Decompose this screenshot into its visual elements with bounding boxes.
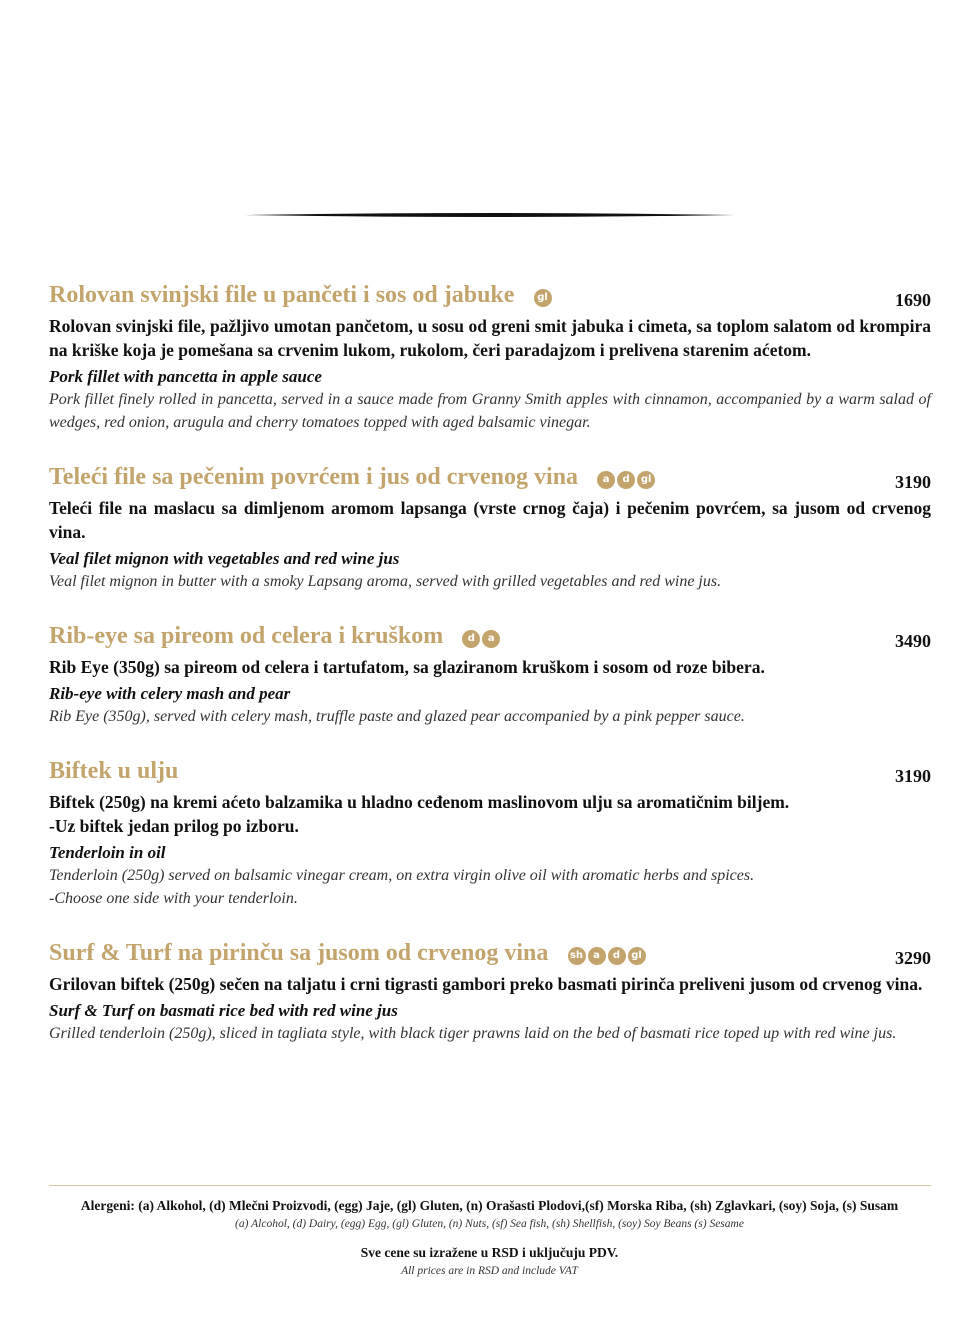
- footer-divider: [49, 1185, 931, 1186]
- allergen-badge-icon: d: [608, 947, 626, 965]
- item-title: Rolovan svinjski file u pančeti i sos od jabuke: [49, 282, 515, 308]
- item-description-sr: Grilovan biftek (250g) sečen na taljatu i crni tigrasti gambori preko basmati pirinča preliveni jusom od crvenog vina.: [49, 974, 923, 994]
- menu-item: [49, 623, 931, 728]
- item-description-en: Grilled tenderloin (250g), sliced in tagliata style, with black tiger prawns laid on the bed of basmati rice toped up with red wine jus.: [49, 1025, 897, 1042]
- item-description-sr: Biftek (250g) na kremi aćeto balzamika u hladno ceđenom maslinovom ulju sa aromatičnim biljem. -Uz biftek jedan prilog po izboru.: [49, 792, 790, 836]
- allergen-badges: [462, 626, 502, 648]
- price-note-en: All prices are in RSD and include VAT: [401, 1265, 578, 1277]
- allergen-badge-icon: sh: [568, 947, 586, 965]
- item-description-sr: Teleći file na maslacu sa dimljenom aromom lapsanga (vrste crnog čaja) i pečenim povrćem, sa jusom od crvenog vina.: [49, 498, 931, 542]
- item-price: 3490: [895, 631, 931, 651]
- item-title-en: Pork fillet with pancetta in apple sauce: [49, 367, 322, 386]
- menu-item: [49, 464, 931, 593]
- menu-item: [49, 282, 931, 434]
- item-price: 1690: [895, 290, 931, 310]
- item-description-en: Rib Eye (350g), served with celery mash, truffle paste and glazed pear accompanied by a pink pepper sauce.: [49, 708, 745, 725]
- item-description-sr: Rolovan svinjski file, pažljivo umotan pančetom, u sosu od greni smit jabuka i cimeta, sa toplom salatom od krompira na kriške koja je pomešana sa crvenim lukom, rukolom, čeri paradajzom i prelivena starenim aćetom.: [49, 316, 931, 360]
- item-title-en: Veal filet mignon with vegetables and red wine jus: [49, 549, 400, 568]
- item-title-en: Surf & Turf on basmati rice bed with red wine jus: [49, 1001, 398, 1020]
- allergen-badge-icon: a: [588, 947, 606, 965]
- item-title: Surf & Turf na pirinču sa jusom od crvenog vina: [49, 940, 549, 966]
- allergen-badge-icon: a: [597, 471, 615, 489]
- allergen-badge-icon: gl: [534, 289, 552, 307]
- item-price: 3190: [895, 472, 931, 492]
- allergen-badge-icon: a: [482, 630, 500, 648]
- item-description-en: Veal filet mignon in butter with a smoky Lapsang aroma, served with grilled vegetables and red wine jus.: [49, 573, 722, 590]
- menu-items: [49, 282, 931, 1045]
- allergen-legend-sr: Alergeni: (a) Alkohol, (d) Mlečni Proizvodi, (egg) Jaje, (gl) Gluten, (n) Orašasti Plodovi,(sf) Morska Riba, (sh) Zglavkari, (soy) Soja, (s) Susam: [80, 1198, 899, 1213]
- item-price: 3190: [895, 766, 931, 786]
- menu-item: [49, 940, 931, 1045]
- item-title: Biftek u ulju: [49, 758, 179, 784]
- item-title-en: Tenderloin in oil: [49, 843, 166, 862]
- allergen-badge-icon: d: [617, 471, 635, 489]
- item-description-en: Tenderloin (250g) served on balsamic vinegar cream, on extra virgin olive oil with aromatic herbs and spices. -Choose one side with your tenderloin.: [49, 867, 755, 907]
- item-title: Teleći file sa pečenim povrćem i jus od crvenog vina: [49, 464, 579, 490]
- menu-item: [49, 758, 931, 910]
- allergen-badge-icon: gl: [637, 471, 655, 489]
- allergen-badges: [534, 285, 554, 307]
- allergen-badge-icon: gl: [628, 947, 646, 965]
- allergen-badge-icon: d: [462, 630, 480, 648]
- item-price: 3290: [895, 948, 931, 968]
- item-title-en: Rib-eye with celery mash and pear: [49, 684, 291, 703]
- header-divider: [245, 212, 735, 218]
- item-description-sr: Rib Eye (350g) sa pireom od celera i tartufatom, sa glaziranom kruškom i sosom od roze bibera.: [49, 657, 765, 677]
- item-title: Rib-eye sa pireom od celera i kruškom: [49, 623, 444, 649]
- allergen-legend-en: (a) Alcohol, (d) Dairy, (egg) Egg, (gl) Gluten, (n) Nuts, (sf) Sea fish, (sh) Shellfish, (soy) Soy Beans (s) Sesame: [235, 1218, 744, 1230]
- item-description-en: Pork fillet finely rolled in pancetta, served in a sauce made from Granny Smith apples with cinnamon, accompanied by a warm salad of wedges, red onion, arugula and cherry tomatoes topped with aged balsamic vinegar.: [49, 391, 931, 431]
- allergen-badges: [568, 943, 648, 965]
- price-note-sr: Sve cene su izražene u RSD i uključuju PDV.: [360, 1245, 619, 1260]
- allergen-badges: [597, 467, 657, 489]
